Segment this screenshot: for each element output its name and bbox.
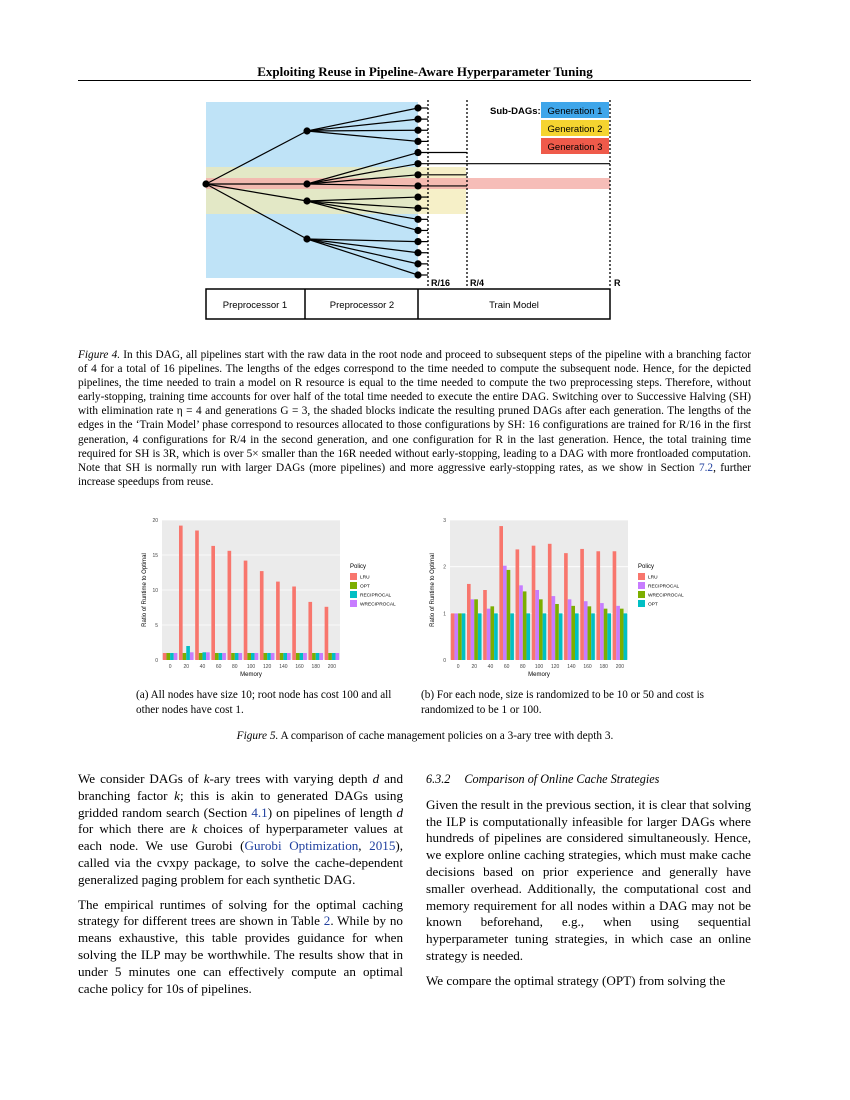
figure4-caption-label: Figure 4. [78,349,121,361]
chart-b-bar [526,613,530,660]
chart-a-bar [199,653,203,660]
chart-b-bar [584,601,588,660]
chart-a-xtick-label: 40 [199,664,206,670]
chart-b-bar [575,613,579,660]
chart-b-bar [478,613,482,660]
legend-gen1: Generation 1 [547,106,603,117]
dag-node [303,197,310,204]
legend-gen2: Generation 2 [547,124,603,135]
chart-b-xtick-label: 100 [534,664,544,670]
dag-leaf-node [414,104,421,111]
chart-b-legend-label: WRECIPROCAL [648,593,684,599]
dag-leaf-node [414,182,421,189]
chart-a-bar [215,653,219,660]
chart-a-bar [206,652,210,660]
figure5b-bar-chart [418,510,708,685]
chart-b-ytick-label: 2 [443,564,446,571]
chart-b-xlabel: Memory [528,672,550,678]
chart-b-bar [532,546,536,660]
chart-b-legend-swatch [638,591,645,598]
figure5a-bar-chart [130,510,420,685]
chart-b-bar [490,606,494,660]
dag-edge [307,130,418,131]
chart-a-bar [319,653,323,660]
dag-leaf-node [414,160,421,167]
chart-a-xtick-label: 180 [311,664,320,670]
citation-link-2015[interactable]: 2015 [369,838,396,854]
chart-b-bar [523,591,527,660]
chart-b-xtick-label: 160 [583,664,592,670]
figure4-caption [78,348,751,489]
running-header: Exploiting Reuse in Pipeline-Aware Hyperparameter Tuning [257,64,593,79]
chart-b-bar [600,603,604,660]
chart-a-bar [264,653,268,660]
chart-a-ytick-label: 15 [152,553,158,559]
chart-b-legend-title: Policy [638,564,655,570]
chart-b-bar [471,599,475,660]
chart-a-xtick-label: 200 [327,664,337,670]
chart-a-legend-swatch [350,573,357,580]
chart-b-bar [591,613,595,660]
chart-a-bar [251,653,255,660]
chart-b-bar [516,549,520,660]
chart-b-bar [451,613,455,660]
chart-b-bar [568,599,572,660]
chart-b-legend-swatch [638,573,645,580]
marker-r4: R/4 [470,278,485,288]
figure5b-subcaption: (b) For each node, size is randomized to be 10 or 50 and cost is randomized to be 1 or 100. [421,689,705,716]
section-heading [426,771,751,788]
chart-a-bar [300,653,304,660]
chart-b-bar [503,566,507,660]
chart-a-bar [244,561,248,660]
chart-a-bar [276,582,280,660]
chart-b-bar [604,609,608,660]
chart-a-bar [271,653,275,660]
chart-b-bar [571,606,575,660]
chart-b-xtick-label: 80 [520,664,526,670]
left-paragraph-2: The empirical runtimes of solving for the optimal caching strategy for different trees are shown in Table 2. While by no means exhaustive, this table provides guidance for when solving the ILP may be worthwhile. The results show that in under 5 minutes one can effectively compute an optimal cache policy for 10s of pipelines. [78,896,403,996]
chart-a-bar [255,653,259,660]
chart-a-bar [287,653,291,660]
chart-a-bar [231,653,235,660]
dag-leaf-node [414,260,421,267]
dag-leaf-node [414,216,421,223]
legend-title: Sub-DAGs: [490,106,541,117]
citation-link-gurobi[interactable]: Gurobi Optimization [244,838,359,854]
chart-a-bar [190,652,194,660]
chart-b-bar [467,584,471,660]
stage-train-model: Train Model [489,300,539,311]
marker-r: R [614,278,621,288]
chart-a-legend-swatch [350,582,357,589]
chart-b-bar [458,613,462,660]
dag-leaf-node [414,238,421,245]
section-title: Comparison of Online Cache Strategies [464,772,660,786]
chart-b-bar [543,613,547,660]
chart-b-bar [552,596,556,660]
chart-a-ytick-label: 0 [155,658,158,664]
chart-a-legend-swatch [350,591,357,598]
chart-a-xtick-label: 0 [168,664,172,670]
chart-a-bar [166,653,170,660]
dag-leaf-node [414,116,421,123]
chart-b-bar [535,590,539,660]
chart-b-bar [494,613,498,660]
chart-b-bar [596,551,600,660]
chart-b-bar [499,526,503,660]
chart-a-bar [247,653,251,660]
chart-a-legend-label: OPT [360,584,370,590]
chart-a-xtick-label: 80 [232,664,238,670]
left-column [78,771,403,1005]
chart-a-bar [163,653,167,660]
chart-b-xtick-label: 0 [456,664,460,670]
chart-b-bar [548,544,552,660]
chart-b-bar [616,606,620,660]
legend-gen3: Generation 3 [547,142,603,153]
chart-b-xtick-label: 140 [567,664,576,670]
chart-b-bar [555,604,559,660]
figure5-caption [0,729,850,743]
stage-preprocessor-2: Preprocessor 2 [329,300,395,311]
chart-b-bar [564,553,568,660]
chart-a-xtick-label: 120 [263,664,272,670]
dag-node [303,127,310,134]
chart-b-bar [483,590,487,660]
chart-a-bar [195,531,199,661]
chart-a-bar [296,653,300,660]
chart-a-bar [170,653,174,660]
chart-a-xtick-label: 160 [295,664,304,670]
section-link-4-1[interactable]: 4.1 [251,804,268,820]
chart-b-xtick-label: 20 [471,664,478,670]
chart-a-bar [235,653,239,660]
chart-a-bar [222,653,226,660]
dag-leaf-node [414,227,421,234]
chart-b-bar [607,613,611,660]
chart-a-bar [260,571,264,660]
chart-a-legend-label: WRECIPROCAL [360,602,396,608]
chart-b-bar [519,585,523,660]
chart-a-bar [283,653,287,660]
chart-b-xtick-label: 200 [615,664,625,670]
chart-a-xlabel: Memory [240,672,262,678]
chart-b-bar [620,609,624,660]
chart-a-bar [292,587,296,661]
chart-b-bar [454,613,458,660]
chart-a-bar [336,653,340,660]
chart-b-bar [580,549,584,660]
chart-a-xtick-label: 140 [279,664,288,670]
chart-a-bar [308,602,312,660]
chart-b-bar [539,599,543,660]
chart-a-bar [332,653,336,660]
chart-b-bar [613,551,617,660]
chart-a-bar [202,652,206,660]
figure5a-subcaption: (a) All nodes have size 10; root node has cost 100 and all other nodes have cost 1. [136,689,392,716]
chart-a-bar [228,551,232,660]
chart-a-legend-swatch [350,600,357,607]
chart-a-bar [303,653,307,660]
dag-leaf-node [414,138,421,145]
chart-a-bar [325,607,329,660]
section-number: 6.3.2 [426,772,451,786]
chart-a-legend-label: LRU [360,575,370,581]
dag-leaf-node [414,271,421,278]
left-paragraph-1: We consider DAGs of k-ary trees with varying depth d and branching factor k; this is akin to generated DAGs using gridded random search (Section 4.1) on pipelines of length d for which there are k choices of hyperparameter values at each node. We use Gurobi (Gurobi Optimization, 2015), called via the cvxpy package, to solve the cache-dependent generalized paging problem for each synthetic DAG. [78,771,404,887]
chart-a-xtick-label: 20 [183,664,190,670]
section-link-7-2[interactable]: 7.2 [698,461,714,474]
chart-b-xtick-label: 40 [487,664,494,670]
figure4-caption-tail: , further increase speedups from reuse. [78,461,752,488]
chart-b-bar [588,606,592,660]
chart-a-bar [238,653,242,660]
chart-a-bar [267,653,271,660]
chart-b-ytick-label: 3 [443,518,446,524]
dag-leaf-node [414,149,421,156]
chart-a-ytick-label: 10 [152,588,158,594]
right-column [426,771,751,998]
dag-leaf-node [414,249,421,256]
chart-b-legend-label: LRU [648,575,658,581]
chart-a-bar [219,653,223,660]
chart-b-bar [559,613,563,660]
chart-a-legend-title: Policy [350,564,367,570]
chart-b-legend-label: RECIPROCAL [648,584,680,590]
dag-leaf-node [414,205,421,212]
chart-a-bar [316,653,320,660]
chart-a-ylabel: Ratio of Runtime to Optimal [142,553,148,627]
table-link-2[interactable]: 2 [323,913,331,929]
figure5-caption-label: Figure 5. [236,730,279,742]
figure5-caption-text: A comparison of cache management policies on a 3-ary tree with depth 3. [280,730,614,742]
chart-b-ytick-label: 1 [443,611,446,618]
chart-b-ylabel: Ratio of Runtime to Optimal [430,553,436,627]
chart-b-bar [487,609,491,660]
chart-a-bar [174,653,178,660]
chart-b-legend-swatch [638,600,645,607]
dag-node [303,180,310,187]
chart-b-xtick-label: 120 [551,664,560,670]
chart-a-bar [328,653,332,660]
figure4-caption-text: In this DAG, all pipelines start with the raw data in the root node and proceed to subsequent steps of the pipeline with a branching factor of 4 for a total of 16 pipelines. The lengths of the edges correspond to the time needed to compute the subsequent node. Hence, for the depicted pipelines, the time needed to train a model on R resource is equal to the time needed to compute the two preprocessing steps. Therefore, without early-stopping, training time accounts for over half of the total time needed to execute the entire DAG. Switching over to Successive Halving (SH) with elimination rate η = 4 and generations G = 3, the shaded blocks indicate the resulting pruned DAGs after each generation. The lengths of the edges in the ‘Train Model’ phase correspond to resources allocated to those configurations by SH: 16 configurations are trained for R/16 in the first generation, 4 configurations for R/4 in the second generation, and one configuration for R in the last generation. Hence, the total training time required for SH is 3R, which is over 5× smaller than the 16R needed without early-stopping, leading to a DAG with more frontloaded computation. Note that SH is normally run with larger DAGs (more pipelines) and more aggressive early-stopping rates, as we show in Section [78,349,752,474]
dag-root-node [202,180,209,187]
dag-leaf-node [414,171,421,178]
chart-b-ytick-label: 0 [443,658,446,664]
chart-a-xtick-label: 100 [246,664,256,670]
chart-a-xtick-label: 60 [215,664,222,670]
chart-b-legend-swatch [638,582,645,589]
stage-preprocessor-1: Preprocessor 1 [222,300,288,311]
dag-leaf-node [414,193,421,200]
chart-a-bar [186,646,190,660]
chart-b-bar [624,613,628,660]
right-paragraph-2: We compare the optimal strategy (OPT) from solving the [426,972,726,988]
figure4-dag-diagram [0,0,850,330]
dag-node [303,235,310,242]
chart-b-bar [474,599,478,660]
chart-a-legend-label: RECIPROCAL [360,593,392,599]
chart-b-bar [510,613,514,660]
chart-b-xtick-label: 180 [599,664,608,670]
dag-leaf-node [414,127,421,134]
chart-a-ytick-label: 5 [155,623,158,629]
marker-r16: R/16 [431,278,451,288]
chart-b-legend-label: OPT [648,602,658,608]
chart-a-bar [280,653,284,660]
chart-a-bar [211,546,215,660]
right-paragraph-1: Given the result in the previous section, it is clear that solving the ILP is computationally infeasible for larger DAGs where hundreds of pipelines are considered simultaneously. Hence, we explore online caching strategies, which must make cache decisions based on prior experience and generally have smaller overhead. Additionally, the computational cost and memory requirement for all nodes within a DAG may not be known beforehand, e.g., when using sequential hyperparameter tuning strategies, in which case an online strategy is needed. [426,796,751,963]
chart-b-bar [507,570,511,660]
chart-b-xtick-label: 60 [503,664,510,670]
chart-a-bar [179,526,183,660]
chart-a-ytick-label: 20 [152,518,158,524]
chart-a-bar [312,653,316,660]
chart-b-bar [462,613,466,660]
chart-a-bar [183,653,187,660]
